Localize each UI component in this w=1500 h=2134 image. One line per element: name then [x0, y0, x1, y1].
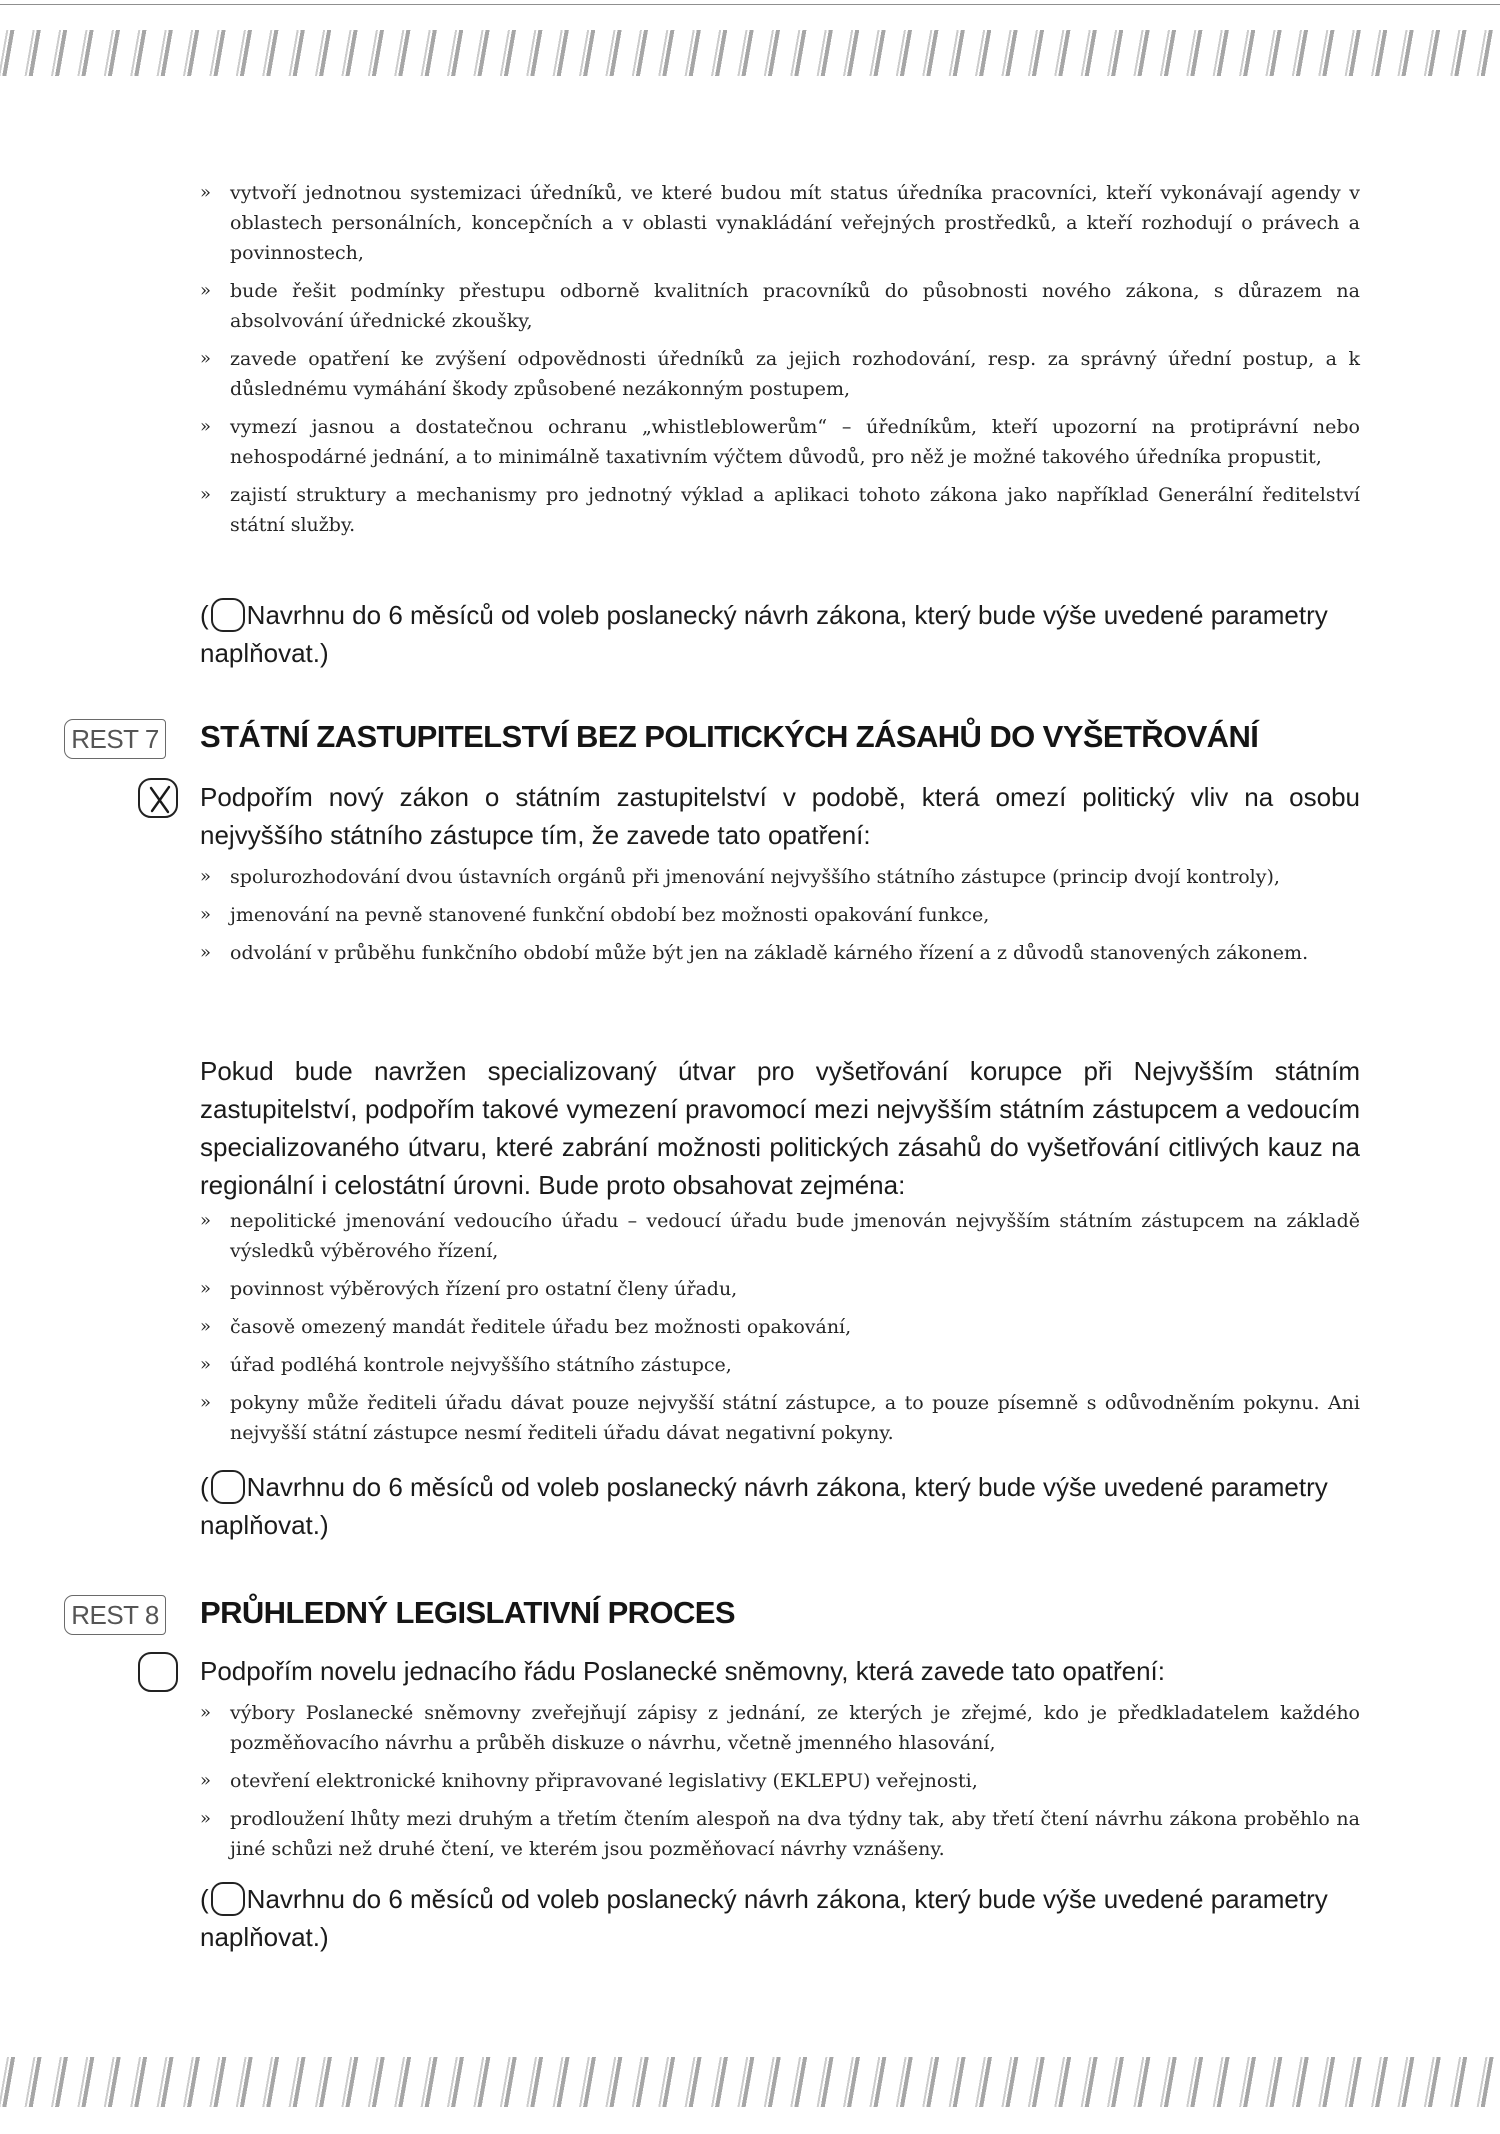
- bullet-text: vytvoří jednotnou systemizaci úředníků, ve které budou mít status úředníka pracovníci, kteří vykonávají agendy v oblastech personálních, koncepčních a v oblasti vynakládání veřejných prostředků, a kteří rozhodují o právech a povinnostech,: [230, 182, 1360, 264]
- bullet-mark: »: [200, 1808, 212, 1829]
- bullet-text: spolurozhodování dvou ústavních orgánů při jmenování nejvyššího státního zástupce (princip dvojí kontroly),: [230, 866, 1280, 888]
- proposal-text: Navrhnu do 6 měsíců od voleb poslanecký návrh zákona, který bude výše uvedené parametry naplňovat.: [200, 600, 1328, 668]
- paren-open: (: [200, 1472, 209, 1502]
- bullet-text: zavede opatření ke zvýšení odpovědnosti úředníků za jejich rozhodování, resp. za správný úřední postup, a k důslednému vymáhání škody způsobené nezákonným postupem,: [230, 348, 1360, 400]
- bullet-text: bude řešit podmínky přestupu odborně kvalitních pracovníků do působnosti nového zákona, s důrazem na absolvování úřednické zkoušky,: [230, 280, 1360, 332]
- rest7-bullet-list-2: [200, 1206, 1360, 1456]
- rest7-bullet-list: [200, 862, 1360, 976]
- checked-x-icon: [140, 780, 180, 820]
- list-item: [200, 1206, 1360, 1266]
- rest8-support-checkbox[interactable]: [138, 1652, 178, 1692]
- proposal-checkbox-1[interactable]: [211, 598, 245, 632]
- bullet-mark: »: [200, 1770, 212, 1791]
- paren-open: (: [200, 600, 209, 630]
- list-item: [200, 276, 1360, 336]
- paren-close: ): [319, 1510, 329, 1540]
- bullet-mark: »: [200, 866, 212, 887]
- bullet-mark: »: [200, 484, 212, 505]
- rest7-lead: Podpořím nový zákon o státním zastupitelství v podobě, která omezí politický vliv na osobu nejvyššího státního zástupce tím, že zavede tato opatření:: [200, 782, 1360, 850]
- list-item: [200, 862, 1360, 892]
- bullet-mark: »: [200, 1278, 212, 1299]
- list-item: [200, 1388, 1360, 1448]
- list-item: [200, 1698, 1360, 1758]
- bullet-text: prodloužení lhůty mezi druhým a třetím čtením alespoň na dva týdny tak, aby třetí čtení návrhu zákona proběhlo na jiné schůzi než druhé čtení, ve kterém jsou pozměňovací návrhy vznášeny.: [230, 1808, 1360, 1860]
- rest8-tag: REST 8: [64, 1595, 166, 1635]
- paren-close: ): [319, 638, 329, 668]
- bullet-text: povinnost výběrových řízení pro ostatní členy úřadu,: [230, 1278, 738, 1300]
- list-item: [200, 938, 1360, 968]
- rest8-proposal-checkbox[interactable]: [211, 1882, 245, 1916]
- list-item: [200, 1274, 1360, 1304]
- bullet-mark: »: [200, 348, 212, 369]
- bullet-mark: »: [200, 1702, 212, 1723]
- paren-open: (: [200, 1884, 209, 1914]
- proposal-text: Navrhnu do 6 měsíců od voleb poslanecký návrh zákona, který bude výše uvedené parametry naplňovat.: [200, 1884, 1328, 1952]
- rest7-tag: REST 7: [64, 719, 166, 759]
- bullet-text: jmenování na pevně stanovené funkční období bez možnosti opakování funkce,: [230, 904, 990, 926]
- rest7-proposal-option: [200, 1468, 1360, 1544]
- bullet-text: zajistí struktury a mechanismy pro jednotný výklad a aplikaci tohoto zákona jako například Generální ředitelství státní služby.: [230, 484, 1360, 536]
- bullet-text: pokyny může řediteli úřadu dávat pouze nejvyšší státní zástupce, a to pouze písemně s odůvodněním pokynu. Ani nejvyšší státní zástupce nesmí řediteli úřadu dávat negativní pokyny.: [230, 1392, 1360, 1444]
- list-item: [200, 900, 1360, 930]
- list-item: [200, 1804, 1360, 1864]
- bullet-text: vymezí jasnou a dostatečnou ochranu „whistleblowerům“ – úředníkům, kteří upozorní na protiprávní nebo nehospodárné jednání, a to minimálně taxativním výčtem důvodů, pro něž je možné takového úředníka propustit,: [230, 416, 1360, 468]
- rest8-proposal-option: [200, 1880, 1360, 1956]
- list-item: [200, 412, 1360, 472]
- bullet-mark: »: [200, 182, 212, 203]
- list-item: [200, 344, 1360, 404]
- bullet-mark: »: [200, 1210, 212, 1231]
- rest8-bullet-list: [200, 1698, 1360, 1872]
- bullet-mark: »: [200, 1392, 212, 1413]
- rest8-heading: PRŮHLEDNÝ LEGISLATIVNÍ PROCES: [200, 1595, 735, 1630]
- rest7-heading: STÁTNÍ ZASTUPITELSTVÍ BEZ POLITICKÝCH ZÁSAHŮ DO VYŠETŘOVÁNÍ: [200, 719, 1259, 754]
- bullet-mark: »: [200, 904, 212, 925]
- rest7-support-checkbox[interactable]: [138, 778, 178, 818]
- bullet-text: úřad podléhá kontrole nejvyššího státního zástupce,: [230, 1354, 732, 1376]
- rest7-paragraph: Pokud bude navržen specializovaný útvar pro vyšetřování korupce při Nejvyšším státním zastupitelství, podpořím takové vymezení pravomocí mezi nejvyšším státním zástupcem a vedoucím specializovaného útvaru, které zabrání možnosti politických zásahů do vyšetřování citlivých kauz na regionální i celostátní úrovni. Bude proto obsahovat zejména:: [200, 1056, 1360, 1200]
- bottom-stripe-border: [0, 2057, 1500, 2107]
- bullet-text: nepolitické jmenování vedoucího úřadu – vedoucí úřadu bude jmenován nejvyšším státním zástupcem na základě výsledků výběrového řízení,: [230, 1210, 1360, 1262]
- list-item: [200, 1766, 1360, 1796]
- list-item: [200, 480, 1360, 540]
- bullet-text: časově omezený mandát ředitele úřadu bez možnosti opakování,: [230, 1316, 852, 1338]
- bullet-text: odvolání v průběhu funkčního období může být jen na základě kárného řízení a z důvodů stanovených zákonem.: [230, 942, 1309, 964]
- paren-close: ): [319, 1922, 329, 1952]
- bullet-text: výbory Poslanecké sněmovny zveřejňují zápisy z jednání, ze kterých je zřejmé, kdo je předkladatelem každého pozměňovacího návrhu a průběh diskuze o návrhu, včetně jmenného hlasování,: [230, 1702, 1360, 1754]
- top-stripe-border: [0, 30, 1500, 76]
- rest8-lead: Podpořím novelu jednacího řádu Poslanecké sněmovny, která zavede tato opatření:: [200, 1656, 1165, 1686]
- top-rule: [0, 4, 1500, 5]
- bullet-mark: »: [200, 280, 212, 301]
- intro-bullet-list: [200, 178, 1360, 548]
- proposal-text: Navrhnu do 6 měsíců od voleb poslanecký návrh zákona, který bude výše uvedené parametry naplňovat.: [200, 1472, 1328, 1540]
- proposal-option-1: [200, 596, 1360, 672]
- list-item: [200, 1312, 1360, 1342]
- list-item: [200, 178, 1360, 268]
- bullet-mark: »: [200, 1316, 212, 1337]
- bullet-text: otevření elektronické knihovny připravované legislativy (EKLEPU) veřejnosti,: [230, 1770, 978, 1792]
- list-item: [200, 1350, 1360, 1380]
- rest7-proposal-checkbox[interactable]: [211, 1470, 245, 1504]
- bullet-mark: »: [200, 942, 212, 963]
- bullet-mark: »: [200, 416, 212, 437]
- bullet-mark: »: [200, 1354, 212, 1375]
